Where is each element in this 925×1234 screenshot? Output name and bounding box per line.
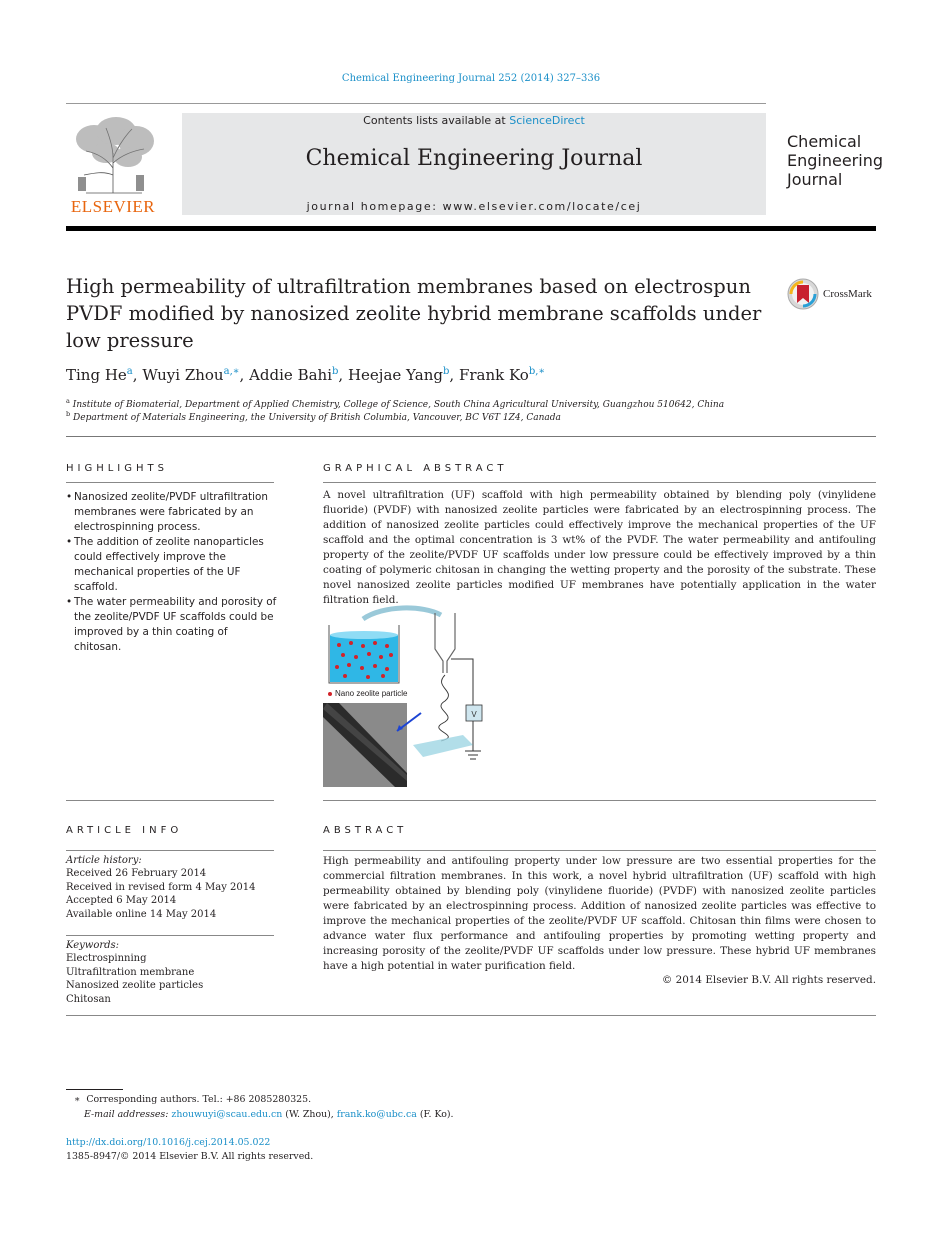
affiliation-text: Institute of Biomaterial, Department of Applied Chemistry, College of Science, South China Agricultural University, Guangzhou 510642, China <box>72 400 725 410</box>
divider <box>66 482 274 483</box>
journal-reference[interactable]: Chemical Engineering Journal 252 (2014) 327–336 <box>341 73 601 84</box>
article-history-label: Article history: <box>66 855 142 866</box>
article-title: High permeability of ultrafiltration membranes based on electrospun PVDF modified by nanosized zeolite hybrid membrane scaffolds under low pressure <box>66 275 762 352</box>
divider <box>323 850 876 851</box>
crossmark-icon <box>787 278 819 310</box>
doi-line <box>66 1137 766 1148</box>
author-name: Frank Ko <box>458 366 529 384</box>
email-link-ko[interactable]: frank.ko@ubc.ca <box>336 1109 417 1120</box>
author-name: Heejae Yang <box>347 366 443 384</box>
header-rule-top <box>66 103 766 104</box>
crossmark-badge[interactable] <box>787 278 887 312</box>
journal-logo-line: Journal <box>787 170 843 189</box>
author-name: Wuyi Zhou <box>142 366 224 384</box>
affiliation-text: Department of Materials Engineering, the University of British Columbia, Vancouver, BC V6T 1Z4, Canada <box>73 413 561 423</box>
elsevier-logo[interactable] <box>66 113 160 217</box>
crossmark-label: CrossMark <box>823 288 872 300</box>
graphical-abstract-figure[interactable] <box>323 605 493 791</box>
doi-link[interactable]: http://dx.doi.org/10.1016/j.cej.2014.05.022 <box>66 1137 271 1148</box>
author-name: Addie Bahi <box>249 366 332 384</box>
corresponding-author-note <box>66 1094 766 1105</box>
journal-title: Chemical Engineering Journal <box>305 146 643 171</box>
highlights-heading: HIGHLIGHTS <box>66 463 168 474</box>
email-addresses <box>66 1109 766 1120</box>
abstract-text: High permeability and antifouling property under low pressure are two essential properties for the commercial filtration membranes. In this work, a novel hybrid ultrafiltration (UF) scaffold with high permeability obtained by blending poly (vinylidene fluoride) (PVDF) with nanosized zeolite particles were fabricated by an electrospinning process. Addition of nanosized zeolite particles was effective to improve the mechanical properties of the zeolite/PVDF UF scaffold. Chitosan thin films were chosen to advance water flux performance and antifouling properties by promoting wetting property and increasing porosity of the zeolite/PVDF UF scaffolds under low pressure. These hybrid UF membranes have a high potential in water purification field. <box>323 855 876 972</box>
affiliation-mark: a <box>66 397 70 405</box>
voltage-label: V <box>471 710 477 719</box>
keywords <box>66 939 276 1006</box>
journal-banner <box>182 113 766 215</box>
issn-line: 1385-8947/© 2014 Elsevier B.V. All rights reserved. <box>66 1151 314 1162</box>
footnote-mark: ∗ <box>74 1094 81 1105</box>
email-owner: (W. Zhou), <box>285 1109 334 1120</box>
keywords-label: Keywords: <box>66 940 120 951</box>
highlight-item: • The water permeability and porosity of the zeolite/PVDF UF scaffolds could be improved by a thin coating of chitosan. <box>66 595 278 655</box>
divider <box>66 436 876 437</box>
divider <box>323 482 876 483</box>
figure-legend-label: Nano zeolite particle <box>335 689 408 698</box>
history-entry: Received 26 February 2014 <box>66 868 207 880</box>
email-owner: (F. Ko). <box>419 1109 454 1120</box>
electrospinning-schematic <box>323 605 493 791</box>
journal-logo-line: Chemical <box>787 132 862 151</box>
affiliation-mark: b <box>66 410 71 418</box>
affiliation <box>66 397 866 410</box>
journal-logo[interactable] <box>787 132 887 189</box>
keyword: Electrospinning <box>66 953 147 965</box>
author-affil-mark[interactable]: b <box>442 366 450 377</box>
divider <box>66 850 274 851</box>
email-link-zhou[interactable]: zhouwuyi@scau.edu.cn <box>171 1109 283 1120</box>
history-entry: Received in revised form 4 May 2014 <box>66 881 256 893</box>
journal-homepage[interactable]: journal homepage: www.elsevier.com/locate/cej <box>306 200 642 213</box>
divider <box>66 935 274 936</box>
highlight-item: • The addition of zeolite nanoparticles could effectively improve the mechanical properties of the UF scaffold. <box>66 535 278 595</box>
keyword: Chitosan <box>66 993 111 1005</box>
affiliation <box>66 410 866 423</box>
divider <box>66 1015 876 1016</box>
keyword: Nanosized zeolite particles <box>66 980 204 992</box>
sciencedirect-link[interactable]: ScienceDirect <box>509 114 585 127</box>
elsevier-wordmark: ELSEVIER <box>70 197 156 216</box>
author-name: Ting He <box>66 366 127 384</box>
graphical-abstract-text: A novel ultrafiltration (UF) scaffold with high permeability obtained by blending poly (vinylidene fluoride) (PVDF) with nanosized zeolite particles were fabricated by an electrospinning process. The addition of nanosized zeolite particles could effectively improve the mechanical properties of the UF scaffold and the optimal concentration is 3 wt% of the PVDF. The water permeability and antifouling property of the zeolite/PVDF UF scaffolds under low pressure could be effectively improved by a thin coating of polymeric chitosan in changing the wetting property and the porosity of the substrate. These novel nanosized zeolite particles modified UF membranes have potentially application in the water filtration field. <box>323 489 876 606</box>
author-list: Ting He$^a$, Wuyi Zhou$^{a,∗}$, Addie Bahi$^b$, Heejae Yang$^b$, Frank $Ko^{b,∗}$ <box>66 366 546 384</box>
history-entry: Available online 14 May 2014 <box>66 908 217 920</box>
author-affil-mark[interactable]: a <box>126 366 133 377</box>
email-label: E-mail addresses: <box>84 1109 169 1120</box>
divider <box>323 800 876 801</box>
graphical-abstract-heading: GRAPHICAL ABSTRACT <box>323 463 508 474</box>
contents-prefix: Contents lists available at <box>363 114 510 127</box>
author-affil-mark[interactable]: b <box>332 366 339 377</box>
author-affil-mark[interactable]: b,∗ <box>528 366 546 377</box>
divider <box>66 800 274 801</box>
highlights-list <box>66 490 278 655</box>
elsevier-tree-icon <box>66 113 160 197</box>
header-rule-bottom <box>66 226 876 231</box>
article-info-heading: ARTICLE INFO <box>66 825 183 836</box>
keyword: Ultrafiltration membrane <box>66 966 195 978</box>
history-entry: Accepted 6 May 2014 <box>66 895 177 907</box>
journal-logo-line: Engineering <box>787 151 883 170</box>
abstract-heading: ABSTRACT <box>323 825 408 836</box>
contents-line <box>182 114 766 127</box>
highlight-item: • Nanosized zeolite/PVDF ultrafiltration membranes were fabricated by an electrospinning process. <box>66 490 278 535</box>
copyright-notice: © 2014 Elsevier B.V. All rights reserved. <box>661 974 876 986</box>
footnote-rule <box>66 1089 123 1090</box>
article-history <box>66 854 276 921</box>
corresponding-text: Corresponding authors. Tel.: +86 2085280325. <box>86 1094 312 1105</box>
author-affil-mark[interactable]: a,∗ <box>223 366 240 377</box>
